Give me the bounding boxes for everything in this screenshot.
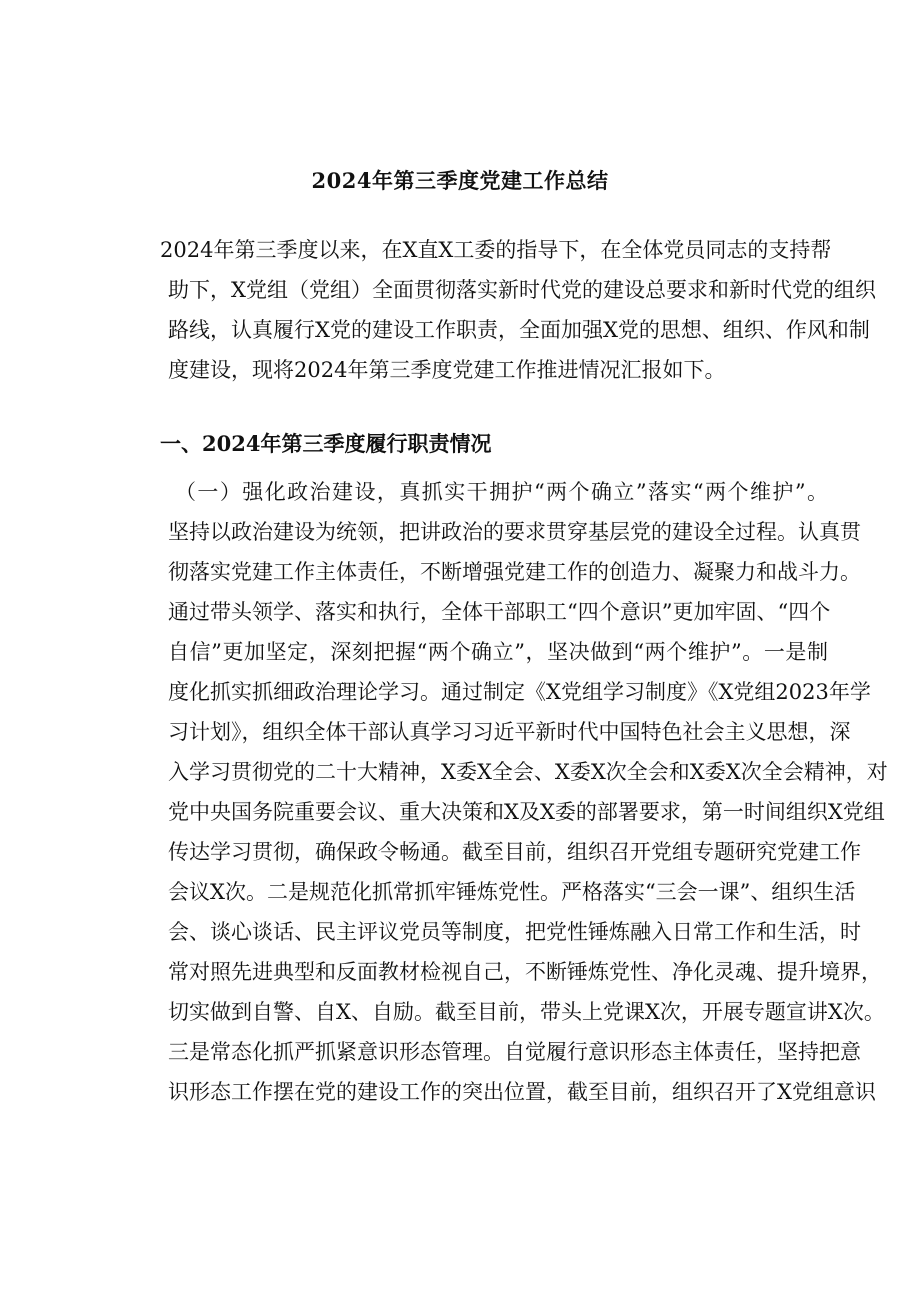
intro-line-1: 2024年第三季度以来，在X直X工委的指导下，在全体党员同志的支持帮 [160, 238, 832, 262]
section-heading: 一、2024年第三季度履行职责情况 [160, 431, 492, 456]
section-line-11: 会议X次。二是规范化抓常抓牢锤炼党性。严格落实“三会一课”、组织生活 [168, 880, 856, 904]
section-line-9: 党中央国务院重要会议、重大决策和X及X委的部署要求，第一时间组织X党组 [168, 800, 885, 824]
section-line-3: 彻落实党建工作主体责任，不断增强党建工作的创造力、凝聚力和战斗力。 [168, 560, 861, 584]
section-line-8: 入学习贯彻党的二十大精神，X委X全会、X委X次全会和X委X次全会精神，对 [168, 760, 888, 784]
section-line-2: 坚持以政治建设为统领，把讲政治的要求贯穿基层党的建设全过程。认真贯 [168, 520, 861, 544]
document-title: 2024年第三季度党建工作总结 [311, 168, 609, 193]
section-line-6: 度化抓实抓细政治理论学习。通过制定《X党组学习制度》《X党组2023年学 [168, 680, 871, 704]
section-line-13: 常对照先进典型和反面教材检视自己，不断锤炼党性、净化灵魂、提升境界， [168, 960, 882, 984]
section-line-16: 识形态工作摆在党的建设工作的突出位置，截至目前，组织召开了X党组意识 [168, 1080, 876, 1104]
section-line-7: 习计划》，组织全体干部认真学习习近平新时代中国特色社会主义思想，深 [168, 720, 851, 744]
section-line-14: 切实做到自警、自X、自励。截至目前，带头上党课X次，开展专题宣讲X次。 [168, 1000, 885, 1024]
section-line-10: 传达学习贯彻，确保政令畅通。截至目前，组织召开党组专题研究党建工作 [168, 840, 861, 864]
intro-line-3: 路线，认真履行X党的建设工作职责，全面加强X党的思想、组织、作风和制 [168, 318, 870, 342]
intro-line-2: 助下，X党组（党组）全面贯彻落实新时代党的建设总要求和新时代党的组织 [168, 278, 876, 302]
section-line-4: 通过带头领学、落实和执行，全体干部职工“四个意识”更加牢固、“四个 [168, 600, 831, 624]
section-line-15: 三是常态化抓严抓紧意识形态管理。自觉履行意识形态主体责任，坚持把意 [168, 1040, 861, 1064]
section-line-12: 会、谈心谈话、民主评议党员等制度，把党性锤炼融入日常工作和生活，时 [168, 920, 861, 944]
section-line-1: （一）强化政治建设，真抓实干拥护“两个确立”落实“两个维护”。 [175, 480, 828, 504]
intro-line-4: 度建设，现将2024年第三季度党建工作推进情况汇报如下。 [168, 358, 726, 382]
section-line-5: 自信”更加坚定，深刻把握“两个确立”，坚决做到“两个维护”。一是制 [168, 640, 828, 664]
